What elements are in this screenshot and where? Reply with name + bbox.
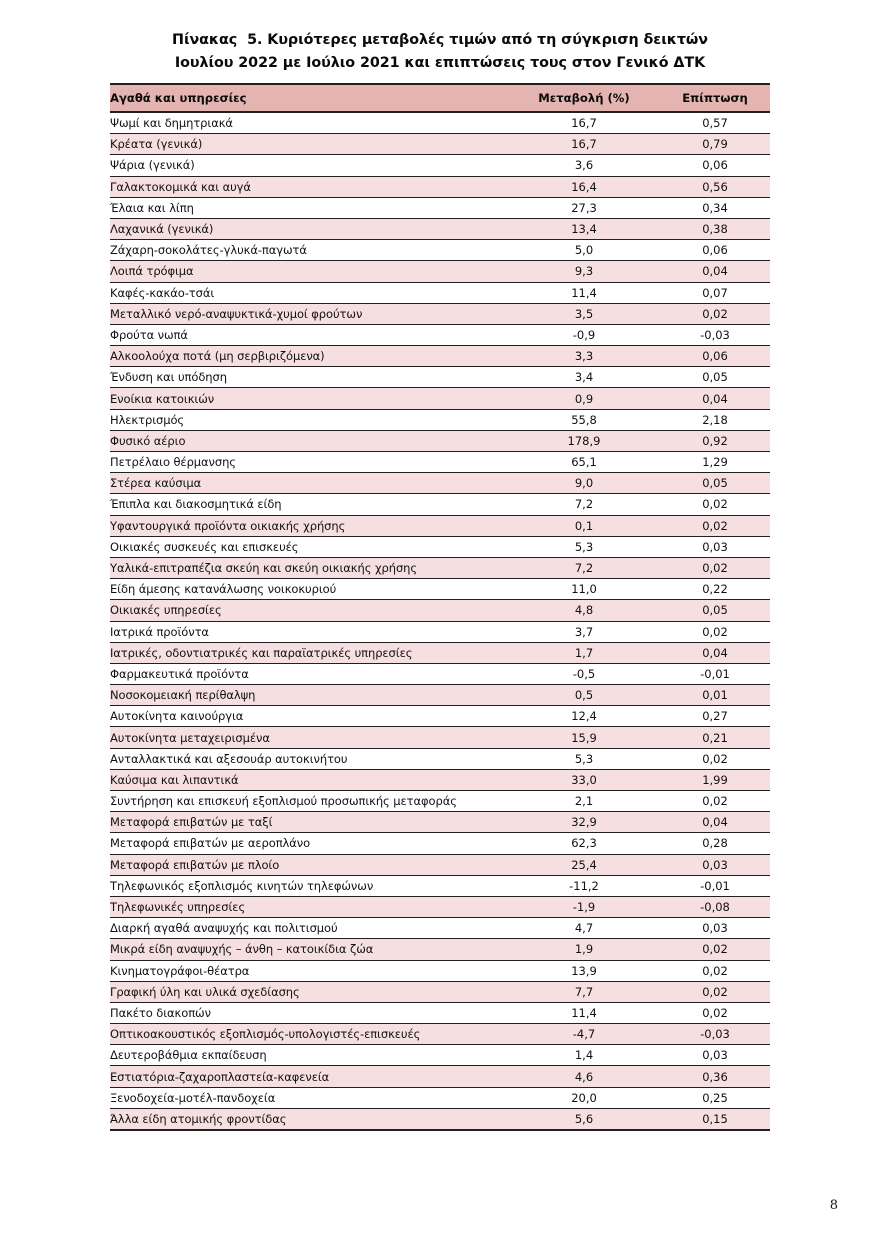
cell-change-percent: 7,2 — [508, 494, 660, 515]
cell-change-percent: 9,0 — [508, 473, 660, 494]
cell-goods-name: Κρέατα (γενικά) — [110, 134, 508, 155]
cell-change-percent: 55,8 — [508, 409, 660, 430]
cell-impact: 1,29 — [660, 452, 770, 473]
cell-impact: 0,02 — [660, 748, 770, 769]
cell-goods-name: Έπιπλα και διακοσμητικά είδη — [110, 494, 508, 515]
table-row — [110, 769, 770, 790]
table-row — [110, 282, 770, 303]
cell-goods-name: Έλαια και λίπη — [110, 197, 508, 218]
cell-impact: 0,05 — [660, 600, 770, 621]
cell-impact: -0,03 — [660, 1024, 770, 1045]
cell-change-percent: 0,5 — [508, 685, 660, 706]
table-title — [0, 0, 880, 75]
cell-change-percent: 3,4 — [508, 367, 660, 388]
cell-change-percent: 4,7 — [508, 918, 660, 939]
cell-impact: 0,04 — [660, 261, 770, 282]
cell-impact: 0,01 — [660, 685, 770, 706]
cell-goods-name: Ιατρικά προϊόντα — [110, 621, 508, 642]
cell-impact: 0,06 — [660, 240, 770, 261]
cell-impact: 0,04 — [660, 642, 770, 663]
table-row — [110, 367, 770, 388]
cell-change-percent: 178,9 — [508, 430, 660, 451]
table-row — [110, 494, 770, 515]
cell-change-percent: 16,4 — [508, 176, 660, 197]
cell-change-percent: -0,9 — [508, 324, 660, 345]
cell-change-percent: 25,4 — [508, 854, 660, 875]
table-row — [110, 896, 770, 917]
cell-goods-name: Είδη άμεσης κατανάλωσης νοικοκυριού — [110, 579, 508, 600]
table-row — [110, 812, 770, 833]
cell-change-percent: 16,7 — [508, 134, 660, 155]
cell-goods-name: Ηλεκτρισμός — [110, 409, 508, 430]
cell-change-percent: 4,8 — [508, 600, 660, 621]
table-row — [110, 155, 770, 176]
cell-impact: 0,38 — [660, 218, 770, 239]
cell-impact: 0,15 — [660, 1108, 770, 1130]
cell-goods-name: Λαχανικά (γενικά) — [110, 218, 508, 239]
table-row — [110, 600, 770, 621]
cell-change-percent: 13,9 — [508, 960, 660, 981]
table-row — [110, 1066, 770, 1087]
cell-goods-name: Τηλεφωνικές υπηρεσίες — [110, 896, 508, 917]
table-row — [110, 1108, 770, 1130]
cell-impact: 0,28 — [660, 833, 770, 854]
cell-change-percent: 12,4 — [508, 706, 660, 727]
cell-change-percent: 32,9 — [508, 812, 660, 833]
cell-change-percent: 7,2 — [508, 557, 660, 578]
cell-goods-name: Ανταλλακτικά και αξεσουάρ αυτοκινήτου — [110, 748, 508, 769]
table-row — [110, 579, 770, 600]
table-row — [110, 642, 770, 663]
cell-change-percent: -1,9 — [508, 896, 660, 917]
cell-change-percent: 5,6 — [508, 1108, 660, 1130]
cell-impact: 1,99 — [660, 769, 770, 790]
table-row — [110, 981, 770, 1002]
cell-goods-name: Στέρεα καύσιμα — [110, 473, 508, 494]
table-row — [110, 197, 770, 218]
cell-impact: 0,03 — [660, 854, 770, 875]
cell-goods-name: Άλλα είδη ατομικής φροντίδας — [110, 1108, 508, 1130]
table-row — [110, 727, 770, 748]
cell-goods-name: Ψάρια (γενικά) — [110, 155, 508, 176]
cell-goods-name: Αλκοολούχα ποτά (μη σερβιριζόμενα) — [110, 346, 508, 367]
cell-change-percent: -0,5 — [508, 663, 660, 684]
cell-goods-name: Οπτικοακουστικός εξοπλισμός-υπολογιστές-επισκευές — [110, 1024, 508, 1045]
price-change-table — [110, 83, 770, 1131]
table-row — [110, 112, 770, 134]
cell-goods-name: Καφές-κακάο-τσάι — [110, 282, 508, 303]
table-header-row — [110, 84, 770, 112]
cell-impact: 2,18 — [660, 409, 770, 430]
table-row — [110, 621, 770, 642]
table-row — [110, 1045, 770, 1066]
cell-goods-name: Φαρμακευτικά προϊόντα — [110, 663, 508, 684]
cell-change-percent: 11,0 — [508, 579, 660, 600]
title-line-2: Ιουλίου 2022 με Ιούλιο 2021 και επιπτώσεις τους στον Γενικό ΔΤΚ — [174, 55, 706, 71]
cell-change-percent: 3,7 — [508, 621, 660, 642]
table-row — [110, 706, 770, 727]
cell-change-percent: 1,9 — [508, 939, 660, 960]
cell-change-percent: 7,7 — [508, 981, 660, 1002]
cell-impact: 0,02 — [660, 960, 770, 981]
cell-goods-name: Ψωμί και δημητριακά — [110, 112, 508, 134]
cell-goods-name: Φυσικό αέριο — [110, 430, 508, 451]
cell-goods-name: Υφαντουργικά προϊόντα οικιακής χρήσης — [110, 515, 508, 536]
cell-goods-name: Διαρκή αγαθά αναψυχής και πολιτισμού — [110, 918, 508, 939]
cell-impact: 0,36 — [660, 1066, 770, 1087]
cell-impact: 0,05 — [660, 367, 770, 388]
cell-change-percent: 33,0 — [508, 769, 660, 790]
cell-impact: 0,22 — [660, 579, 770, 600]
cell-change-percent: 16,7 — [508, 112, 660, 134]
table-row — [110, 536, 770, 557]
cell-impact: 0,06 — [660, 155, 770, 176]
cell-impact: -0,03 — [660, 324, 770, 345]
cell-impact: 0,27 — [660, 706, 770, 727]
cell-goods-name: Ενοίκια κατοικιών — [110, 388, 508, 409]
cell-impact: 0,02 — [660, 1002, 770, 1023]
cell-impact: 0,03 — [660, 536, 770, 557]
cell-change-percent: 0,1 — [508, 515, 660, 536]
table-body — [110, 112, 770, 1130]
table-row — [110, 430, 770, 451]
table-row — [110, 1002, 770, 1023]
cell-goods-name: Ζάχαρη-σοκολάτες-γλυκά-παγωτά — [110, 240, 508, 261]
table-row — [110, 176, 770, 197]
table-row — [110, 218, 770, 239]
cell-goods-name: Ιατρικές, οδοντιατρικές και παραϊατρικές υπηρεσίες — [110, 642, 508, 663]
cell-goods-name: Πακέτο διακοπών — [110, 1002, 508, 1023]
cell-change-percent: 5,3 — [508, 536, 660, 557]
cell-impact: 0,57 — [660, 112, 770, 134]
cell-change-percent: 3,5 — [508, 303, 660, 324]
cell-impact: 0,79 — [660, 134, 770, 155]
page-number: 8 — [829, 1198, 838, 1213]
table-row — [110, 685, 770, 706]
table-row — [110, 452, 770, 473]
cell-change-percent: 27,3 — [508, 197, 660, 218]
cell-goods-name: Νοσοκομειακή περίθαλψη — [110, 685, 508, 706]
cell-goods-name: Πετρέλαιο θέρμανσης — [110, 452, 508, 473]
cell-change-percent: 65,1 — [508, 452, 660, 473]
cell-goods-name: Μεταφορά επιβατών με αεροπλάνο — [110, 833, 508, 854]
cell-impact: 0,07 — [660, 282, 770, 303]
cell-impact: 0,02 — [660, 621, 770, 642]
cell-goods-name: Καύσιμα και λιπαντικά — [110, 769, 508, 790]
cell-impact: 0,03 — [660, 1045, 770, 1066]
cell-goods-name: Εστιατόρια-ζαχαροπλαστεία-καφενεία — [110, 1066, 508, 1087]
table-header — [110, 84, 770, 112]
cell-goods-name: Μεταφορά επιβατών με ταξί — [110, 812, 508, 833]
cell-impact: 0,21 — [660, 727, 770, 748]
cell-change-percent: 1,4 — [508, 1045, 660, 1066]
cell-impact: 0,02 — [660, 791, 770, 812]
cell-goods-name: Αυτοκίνητα μεταχειρισμένα — [110, 727, 508, 748]
cell-change-percent: 62,3 — [508, 833, 660, 854]
cell-change-percent: 11,4 — [508, 282, 660, 303]
table-row — [110, 240, 770, 261]
cell-goods-name: Συντήρηση και επισκευή εξοπλισμού προσωπικής μεταφοράς — [110, 791, 508, 812]
cell-goods-name: Αυτοκίνητα καινούργια — [110, 706, 508, 727]
cell-change-percent: 5,3 — [508, 748, 660, 769]
cell-change-percent: -11,2 — [508, 875, 660, 896]
cell-change-percent: 1,7 — [508, 642, 660, 663]
table-row — [110, 261, 770, 282]
table-row — [110, 918, 770, 939]
cell-change-percent: 9,3 — [508, 261, 660, 282]
cell-impact: 0,05 — [660, 473, 770, 494]
cell-goods-name: Μικρά είδη αναψυχής – άνθη – κατοικίδια ζώα — [110, 939, 508, 960]
cell-impact: 0,02 — [660, 515, 770, 536]
cell-goods-name: Ένδυση και υπόδηση — [110, 367, 508, 388]
table-row — [110, 346, 770, 367]
cell-impact: 0,04 — [660, 812, 770, 833]
table-row — [110, 833, 770, 854]
cell-goods-name: Μεταλλικό νερό-αναψυκτικά-χυμοί φρούτων — [110, 303, 508, 324]
cell-impact: 0,25 — [660, 1087, 770, 1108]
table-row — [110, 875, 770, 896]
cell-goods-name: Φρούτα νωπά — [110, 324, 508, 345]
cell-impact: -0,01 — [660, 875, 770, 896]
cell-change-percent: 11,4 — [508, 1002, 660, 1023]
cell-goods-name: Λοιπά τρόφιμα — [110, 261, 508, 282]
column-header-goods: Αγαθά και υπηρεσίες — [110, 84, 508, 112]
cell-goods-name: Κινηματογράφοι-θέατρα — [110, 960, 508, 981]
cell-goods-name: Δευτεροβάθμια εκπαίδευση — [110, 1045, 508, 1066]
cell-goods-name: Μεταφορά επιβατών με πλοίο — [110, 854, 508, 875]
cell-impact: -0,08 — [660, 896, 770, 917]
cell-impact: 0,34 — [660, 197, 770, 218]
table-row — [110, 303, 770, 324]
table-row — [110, 515, 770, 536]
cell-change-percent: 13,4 — [508, 218, 660, 239]
cell-impact: -0,01 — [660, 663, 770, 684]
cell-impact: 0,92 — [660, 430, 770, 451]
table-row — [110, 748, 770, 769]
cell-goods-name: Οικιακές υπηρεσίες — [110, 600, 508, 621]
cell-goods-name: Οικιακές συσκευές και επισκευές — [110, 536, 508, 557]
cell-impact: 0,02 — [660, 939, 770, 960]
column-header-impact: Επίπτωση — [660, 84, 770, 112]
table-row — [110, 1024, 770, 1045]
table-row — [110, 388, 770, 409]
cell-change-percent: 0,9 — [508, 388, 660, 409]
cell-goods-name: Γαλακτοκομικά και αυγά — [110, 176, 508, 197]
table-row — [110, 134, 770, 155]
cell-impact: 0,02 — [660, 981, 770, 1002]
cell-change-percent: 2,1 — [508, 791, 660, 812]
cell-change-percent: 3,3 — [508, 346, 660, 367]
cell-goods-name: Γραφική ύλη και υλικά σχεδίασης — [110, 981, 508, 1002]
cell-change-percent: 4,6 — [508, 1066, 660, 1087]
table-row — [110, 324, 770, 345]
table-row — [110, 939, 770, 960]
cell-impact: 0,56 — [660, 176, 770, 197]
table-row — [110, 557, 770, 578]
cell-goods-name: Τηλεφωνικός εξοπλισμός κινητών τηλεφώνων — [110, 875, 508, 896]
cell-impact: 0,02 — [660, 494, 770, 515]
title-line-1: Πίνακας 5. Κυριότερες μεταβολές τιμών από τη σύγκριση δεικτών — [172, 32, 708, 48]
table-row — [110, 960, 770, 981]
cell-impact: 0,03 — [660, 918, 770, 939]
cell-impact: 0,02 — [660, 557, 770, 578]
cell-impact: 0,06 — [660, 346, 770, 367]
cell-change-percent: -4,7 — [508, 1024, 660, 1045]
table-row — [110, 473, 770, 494]
column-header-change: Μεταβολή (%) — [508, 84, 660, 112]
table-container — [110, 75, 770, 1131]
cell-impact: 0,04 — [660, 388, 770, 409]
table-row — [110, 663, 770, 684]
cell-change-percent: 20,0 — [508, 1087, 660, 1108]
cell-change-percent: 15,9 — [508, 727, 660, 748]
cell-impact: 0,02 — [660, 303, 770, 324]
table-row — [110, 854, 770, 875]
table-row — [110, 791, 770, 812]
cell-change-percent: 5,0 — [508, 240, 660, 261]
cell-goods-name: Υαλικά-επιτραπέζια σκεύη και σκεύη οικιακής χρήσης — [110, 557, 508, 578]
cell-goods-name: Ξενοδοχεία-μοτέλ-πανδοχεία — [110, 1087, 508, 1108]
cell-change-percent: 3,6 — [508, 155, 660, 176]
table-row — [110, 1087, 770, 1108]
table-row — [110, 409, 770, 430]
